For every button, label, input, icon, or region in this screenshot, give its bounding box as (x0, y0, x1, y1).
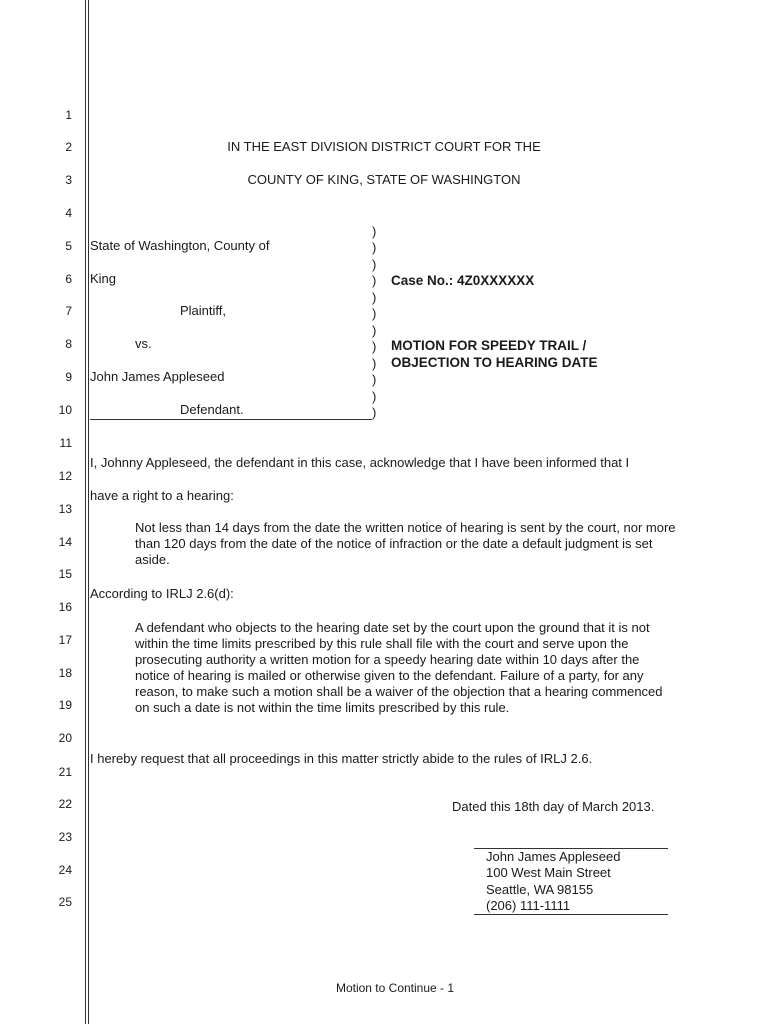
line-number: 18 (58, 666, 72, 680)
caption-paren: ) (372, 224, 377, 239)
caption-paren: ) (372, 306, 377, 321)
line-number: 15 (58, 567, 72, 581)
line-number: 7 (65, 304, 72, 318)
caption-paren: ) (372, 372, 377, 387)
line-number: 11 (59, 436, 72, 450)
margin-rule-left (85, 0, 86, 1024)
caption-paren: ) (372, 240, 377, 255)
plaintiff-line2: King (90, 271, 117, 286)
quoted-rule-2: A defendant who objects to the hearing date set by the court upon the ground that it is not within the time limits prescribed by this rule shall file with the court and serve upon the prosecuting authority a written motion for a speedy hearing date within 10 days after the notice of hearing is mailed or otherwise given to the defendant. Failure of a party, for any reason, to make such a motion shall be a waiver of the objection that a hearing commenced on such a date is not within the time limits prescribed by this rule. (135, 620, 663, 715)
margin-rule-right (88, 0, 89, 1024)
court-name-line1: IN THE EAST DIVISION DISTRICT COURT FOR THE (227, 139, 541, 154)
signer-phone: (206) 111-1111 (486, 898, 571, 913)
plaintiff-role: Plaintiff, (180, 303, 227, 318)
according-to-label: According to IRLJ 2.6(d): (90, 586, 234, 601)
caption-underline (90, 419, 372, 420)
line-number: 23 (58, 830, 72, 844)
defendant-role: Defendant. (180, 402, 244, 417)
line-number: 1 (65, 108, 72, 122)
intro-line2: have a right to a hearing: (90, 488, 234, 503)
line-number: 17 (58, 633, 72, 647)
signer-street: 100 West Main Street (486, 865, 611, 880)
caption-paren: ) (372, 273, 377, 288)
line-number: 25 (58, 895, 72, 909)
caption-paren: ) (372, 290, 377, 305)
signature-bottom-line (474, 914, 668, 915)
page-footer: Motion to Continue - 1 (335, 981, 455, 995)
line-number: 2 (65, 140, 72, 154)
line-number: 14 (58, 535, 72, 549)
caption-paren: ) (372, 257, 377, 272)
line-number: 12 (58, 469, 72, 483)
plaintiff-line1: State of Washington, County of (90, 238, 270, 253)
line-number: 13 (58, 502, 72, 516)
caption-paren: ) (372, 339, 377, 354)
line-number: 5 (65, 239, 72, 253)
line-number: 24 (58, 863, 72, 877)
line-number: 19 (58, 698, 72, 712)
line-number: 4 (65, 206, 72, 220)
motion-title-line1: MOTION FOR SPEEDY TRAIL / (391, 338, 587, 353)
signer-name: John James Appleseed (486, 849, 621, 864)
court-name-line2: COUNTY OF KING, STATE OF WASHINGTON (247, 172, 521, 187)
caption-paren: ) (372, 405, 377, 420)
line-number: 8 (65, 337, 72, 351)
line-number: 3 (65, 173, 72, 187)
quoted-rule-1: Not less than 14 days from the date the written notice of hearing is sent by the court, nor more than 120 days from the date of the notice of infraction or the date a default judgment is set aside. (135, 520, 676, 567)
motion-title-line2: OBJECTION TO HEARING DATE (391, 355, 598, 370)
dated-line: Dated this 18th day of March 2013. (452, 799, 655, 814)
versus-label: vs. (135, 336, 152, 351)
intro-line1: I, Johnny Appleseed, the defendant in this case, acknowledge that I have been informed that I (90, 455, 630, 470)
line-number: 21 (58, 765, 72, 779)
signer-city: Seattle, WA 98155 (486, 882, 594, 897)
line-number: 6 (65, 272, 72, 286)
line-number: 16 (58, 600, 72, 614)
case-number: Case No.: 4Z0XXXXXX (391, 273, 535, 288)
caption-paren: ) (372, 389, 377, 404)
line-number: 9 (65, 370, 72, 384)
line-number: 10 (58, 403, 72, 417)
line-number: 20 (58, 731, 72, 745)
request-statement: I hereby request that all proceedings in this matter strictly abide to the rules of IRLJ 2.6. (90, 751, 593, 766)
line-number: 22 (58, 797, 72, 811)
caption-paren: ) (372, 323, 377, 338)
defendant-name: John James Appleseed (90, 369, 225, 384)
caption-paren: ) (372, 356, 377, 371)
